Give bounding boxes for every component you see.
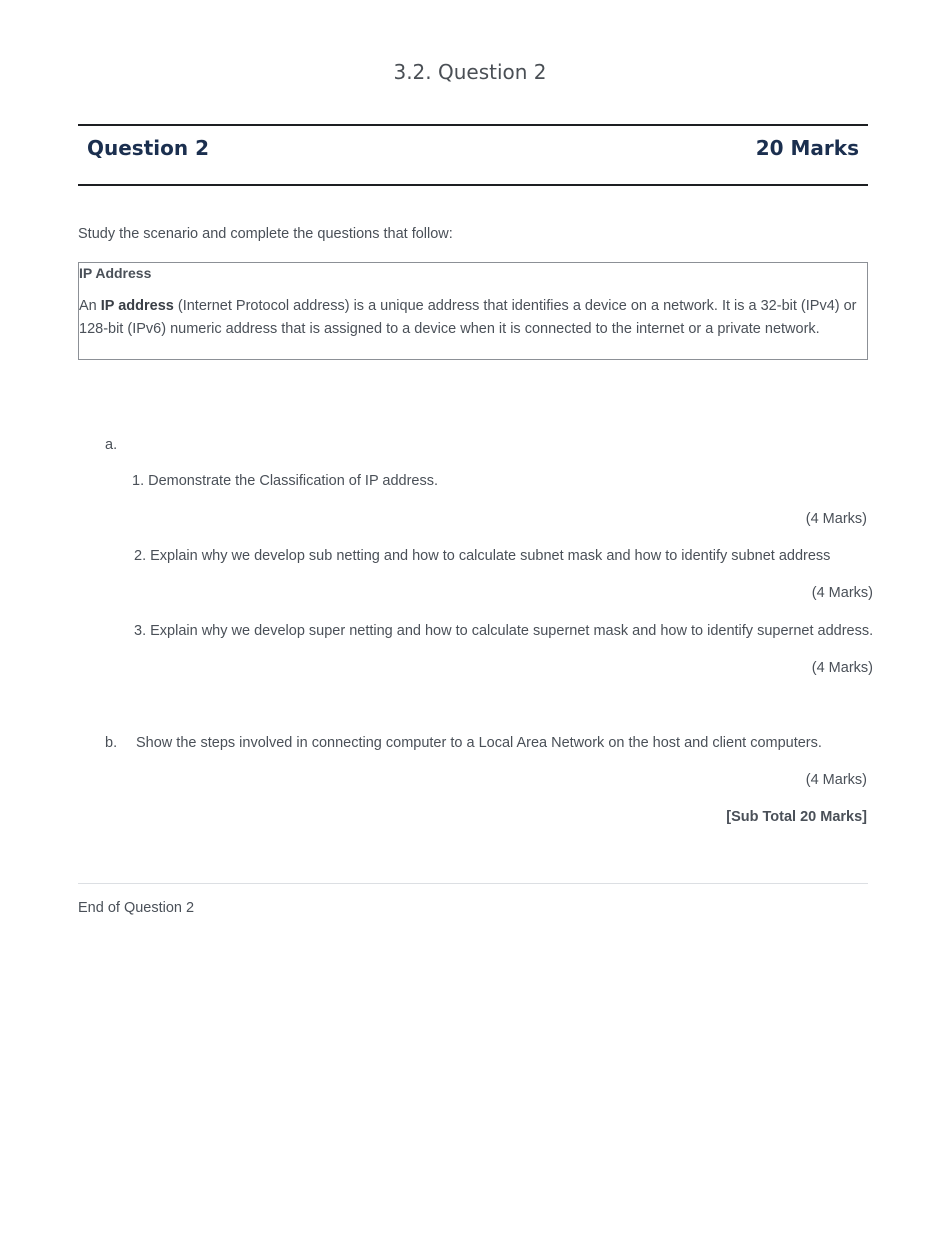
part-a-item-3-marks: (4 Marks) bbox=[811, 660, 873, 676]
part-b-marks: (4 Marks) bbox=[805, 772, 867, 788]
scenario-title: IP Address bbox=[79, 265, 152, 281]
part-b-text: Show the steps involved in connecting computer to a Local Area Network on the host and client computers. bbox=[136, 735, 822, 751]
part-a-item-3: 3. Explain why we develop super netting and how to calculate supernet mask and how to identify supernet address. bbox=[134, 623, 874, 639]
scenario-body-line1: (Internet Protocol address) is a unique address that identifies a device on a network. It is a 32-bit (IPv4) or bbox=[173, 298, 857, 314]
scenario-lead: An bbox=[79, 298, 101, 314]
part-b-label: b. bbox=[105, 735, 118, 751]
scenario-body-line2: 128-bit (IPv6) numeric address that is assigned to a device when it is connected to the internet or a private network. bbox=[79, 321, 820, 337]
scenario-body bbox=[79, 295, 867, 341]
intro-text: Study the scenario and complete the questions that follow: bbox=[78, 226, 453, 242]
question-title: Question 2 bbox=[87, 136, 209, 160]
scenario-box bbox=[78, 262, 868, 360]
part-a-label: a. bbox=[105, 437, 118, 453]
question-marks: 20 Marks bbox=[755, 136, 859, 160]
part-a-item-1-marks: (4 Marks) bbox=[805, 511, 867, 527]
scenario-term: IP address bbox=[100, 298, 174, 314]
part-a-item-1: 1. Demonstrate the Classification of IP address. bbox=[132, 473, 438, 489]
part-a-item-2-marks: (4 Marks) bbox=[811, 585, 873, 601]
part-a-item-2: 2. Explain why we develop sub netting and how to calculate subnet mask and how to identify subnet address bbox=[134, 548, 831, 564]
end-of-question: End of Question 2 bbox=[78, 900, 195, 916]
subtotal: [Sub Total 20 Marks] bbox=[726, 809, 867, 825]
divider bbox=[78, 883, 868, 884]
question-header bbox=[78, 124, 868, 186]
page-title: 3.2. Question 2 bbox=[393, 60, 547, 84]
